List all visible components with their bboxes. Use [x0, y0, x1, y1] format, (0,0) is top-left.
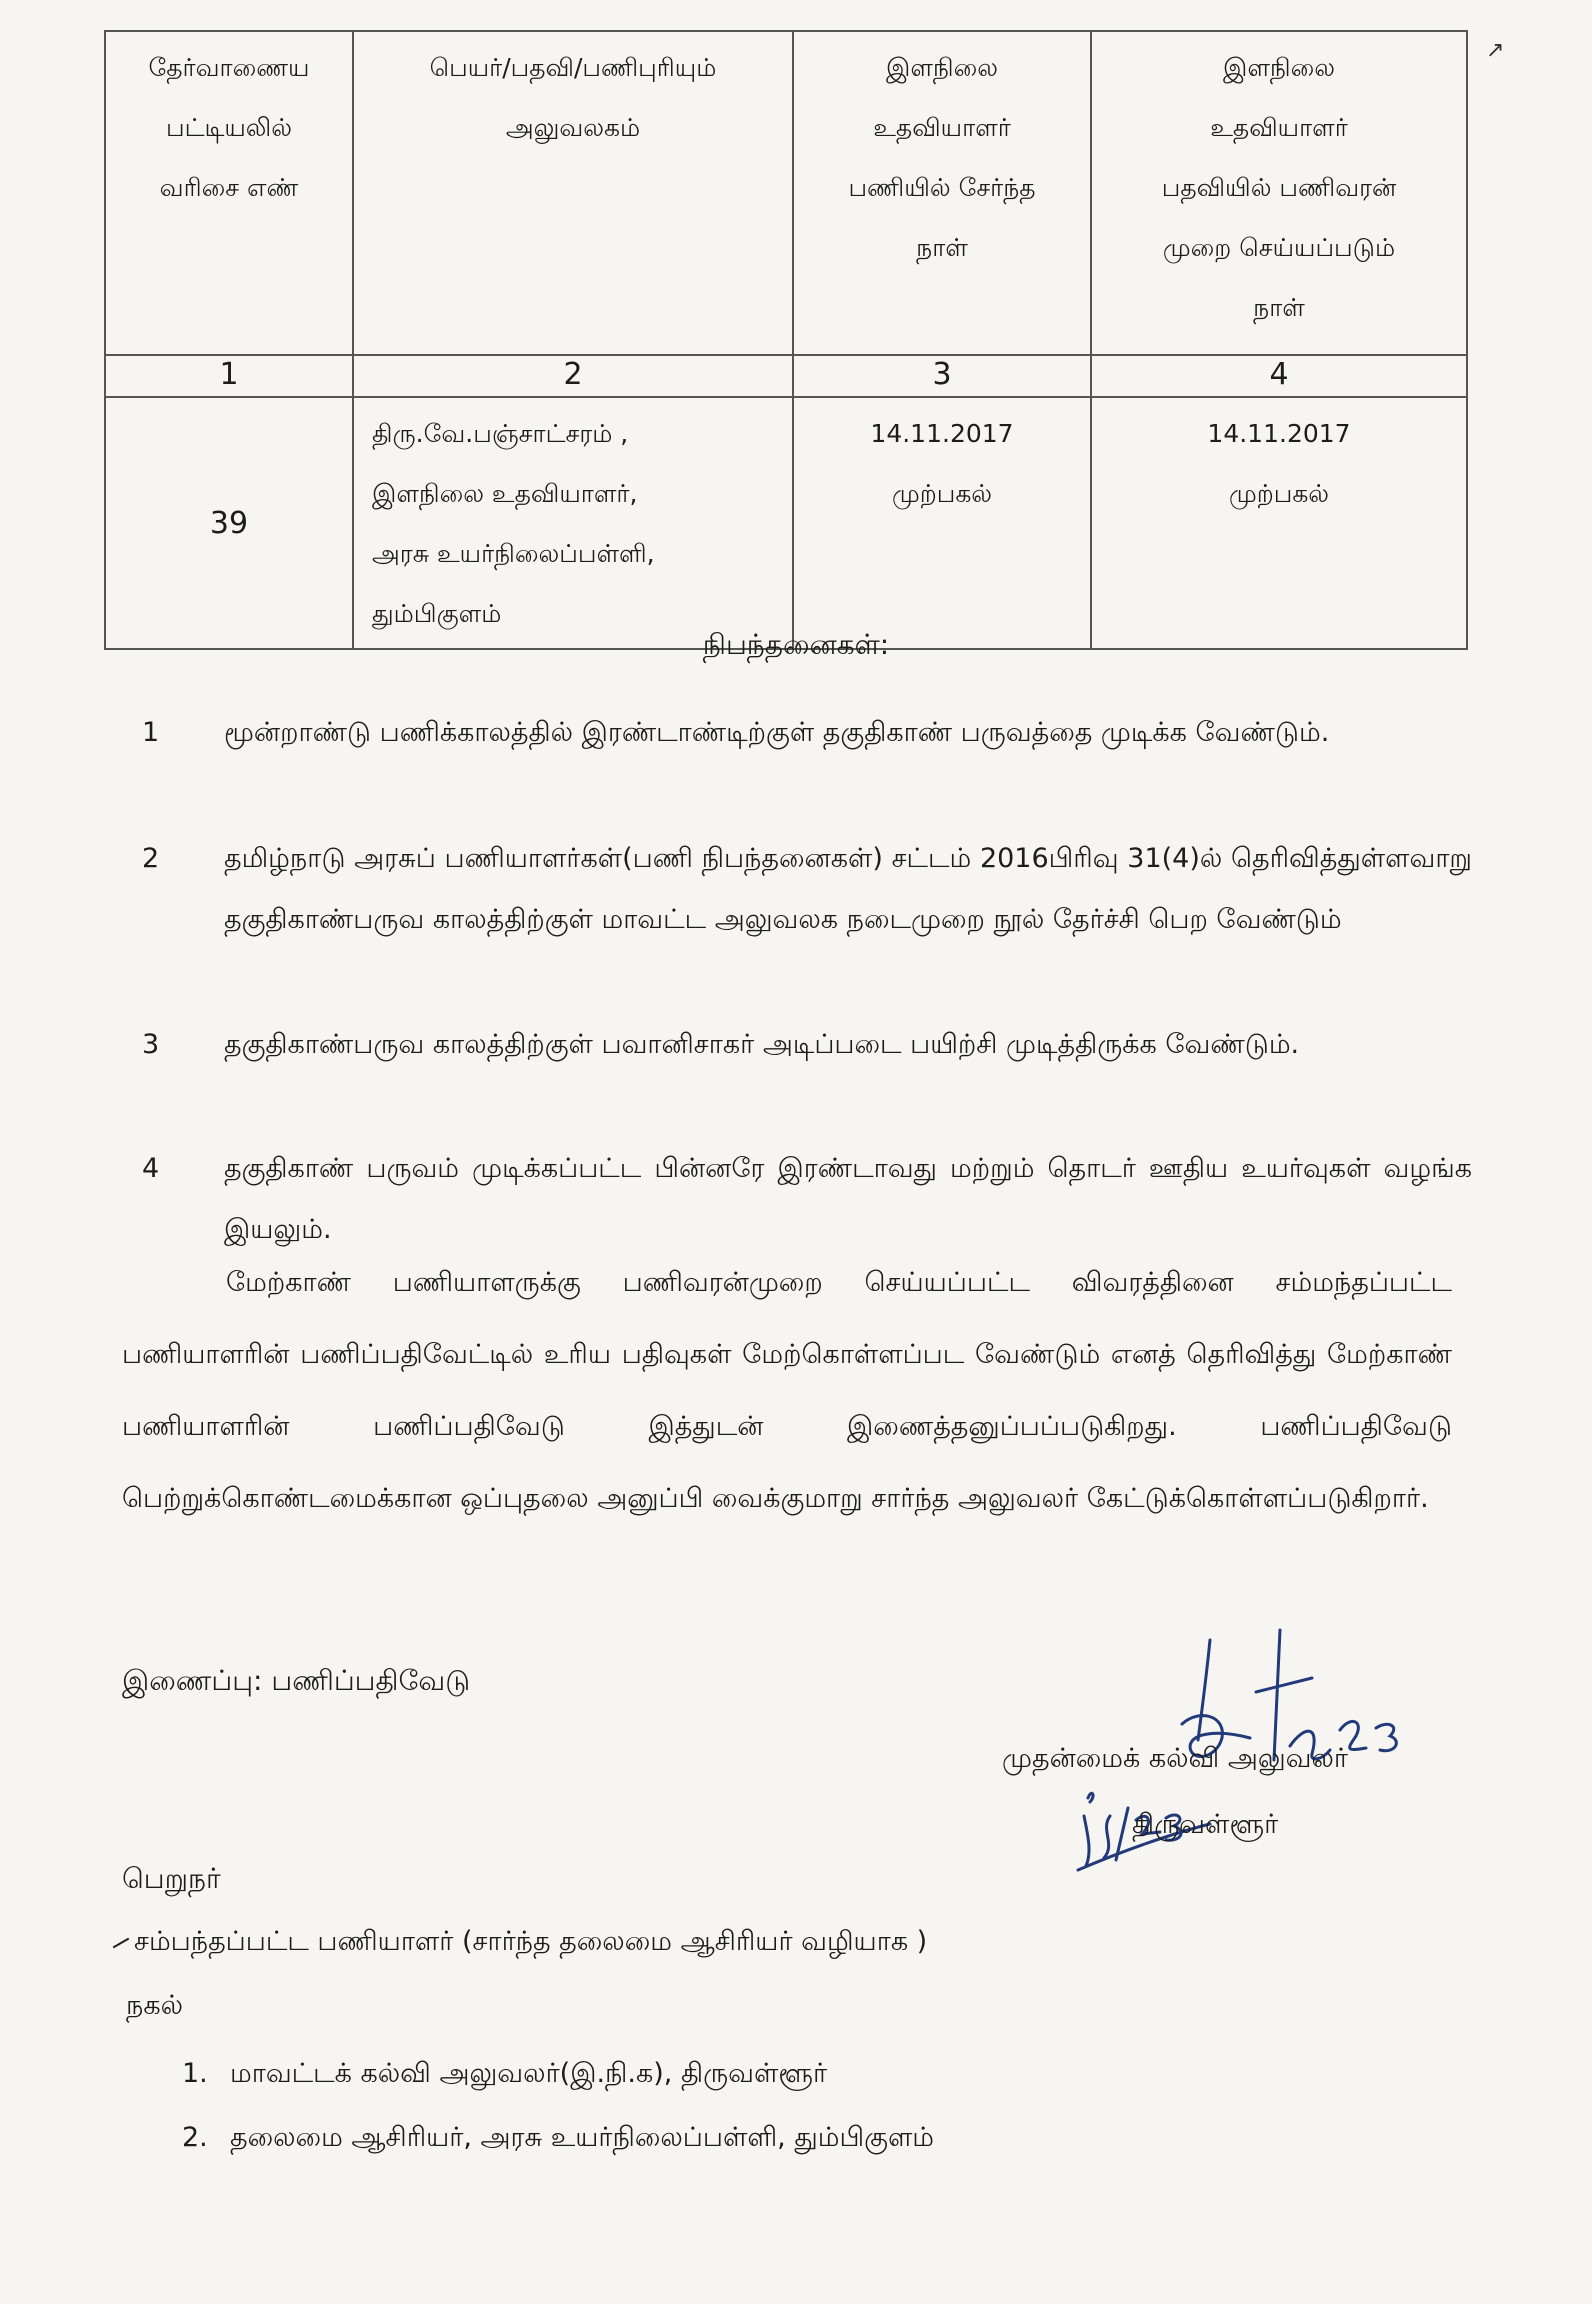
joining-date-cell: 14.11.2017 முற்பகல்	[793, 397, 1091, 649]
regularisation-date-cell: 14.11.2017 முற்பகல்	[1091, 397, 1467, 649]
regularisation-table	[104, 30, 1466, 650]
condition-text: தகுதிகாண்பருவ காலத்திற்குள் பவானிசாகர் அடிப்படை பயிற்சி முடித்திருக்க வேண்டும்.	[224, 1029, 1300, 1060]
copy-item-text: தலைமை ஆசிரியர், அரசு உயர்நிலைப்பள்ளி, தும்பிகுளம்	[230, 2122, 935, 2153]
copy-item-text: மாவட்டக் கல்வி அலுவலர்(இ.நி.க), திருவள்ளூர்	[230, 2058, 828, 2089]
copy-heading: நகல்	[126, 1990, 184, 2021]
condition-item	[142, 702, 1472, 763]
copy-item-number: 2.	[182, 2122, 208, 2153]
condition-number: 4	[142, 1153, 160, 1184]
condition-text: தமிழ்நாடு அரசுப் பணியாளர்கள்(பணி நிபந்தனைகள்) சட்டம் 2016பிரிவு 31(4)ல் தெரிவித்துள்ளவாறு தகுதிகாண்பருவ காலத்திற்குள் மாவட்ட அலுவலக நடைமுறை நூல் தேர்ச்சி பெற வேண்டும்	[224, 843, 1472, 935]
condition-number: 3	[142, 1029, 160, 1060]
recipient-line	[112, 1926, 927, 1961]
condition-item	[142, 828, 1472, 950]
condition-item	[142, 1014, 1472, 1075]
copy-item	[182, 2122, 934, 2157]
column-number: 4	[1091, 355, 1467, 397]
condition-number: 1	[142, 717, 160, 748]
header-cell: இளநிலை உதவியாளர் பதவியில் பணிவரன் முறை செய்யப்படும் நாள்	[1091, 31, 1467, 355]
table-row	[105, 397, 1467, 649]
serial-number-cell: 39	[105, 397, 353, 649]
signatory-office: திருவள்ளூர்	[1132, 1809, 1279, 1840]
table-header-row	[105, 31, 1467, 355]
header-cell: இளநிலை உதவியாளர் பணியில் சேர்ந்த நாள்	[793, 31, 1091, 355]
tick-mark-icon	[113, 1937, 130, 1948]
signature-block	[1002, 1726, 1348, 1858]
attachment-line: இணைப்பு: பணிப்பதிவேடு	[122, 1664, 471, 1697]
conditions-heading: நிபந்தனைகள்:	[702, 628, 890, 661]
copy-item-number: 1.	[182, 2058, 208, 2089]
column-number: 1	[105, 355, 353, 397]
condition-number: 2	[142, 843, 160, 874]
column-number: 2	[353, 355, 793, 397]
name-designation-cell: திரு.வே.பஞ்சாட்சரம் , இளநிலை உதவியாளர், அரசு உயர்நிலைப்பள்ளி, தும்பிகுளம்	[353, 397, 793, 649]
column-number: 3	[793, 355, 1091, 397]
copy-item	[182, 2058, 827, 2093]
condition-item	[142, 1138, 1472, 1260]
header-cell: தேர்வாணைய பட்டியலில் வரிசை எண்	[105, 31, 353, 355]
column-number-row	[105, 355, 1467, 397]
condition-text: தகுதிகாண் பருவம் முடிக்கப்பட்ட பின்னரே இரண்டாவது மற்றும் தொடர் ஊதிய உயர்வுகள் வழங்க இயலும்.	[224, 1153, 1472, 1245]
instruction-paragraph: மேற்காண் பணியாளருக்கு பணிவரன்முறை செய்யப்பட்ட விவரத்தினை சம்மந்தப்பட்ட பணியாளரின் பணிப்பதிவேட்டில் உரிய பதிவுகள் மேற்கொள்ளப்பட வேண்டும் எனத் தெரிவித்து மேற்காண் பணியாளரின் பணிப்பதிவேடு இத்துடன் இணைத்தனுப்பப்படுகிறது. பணிப்பதிவேடு பெற்றுக்கொண்டமைக்கான ஒப்புதலை அனுப்பி வைக்குமாறு சார்ந்த அலுவலர் கேட்டுக்கொள்ளப்படுகிறார்.	[122, 1267, 1452, 1514]
recipient-heading: பெறுநர்	[122, 1862, 221, 1895]
signatory-designation: முதன்மைக் கல்வி அலுவலர்	[1002, 1743, 1349, 1774]
condition-text: மூன்றாண்டு பணிக்காலத்தில் இரண்டாண்டிற்குள் தகுதிகாண் பருவத்தை முடிக்க வேண்டும்.	[224, 717, 1330, 748]
pen-mark: ↗	[1486, 38, 1505, 63]
header-cell: பெயர்/பதவி/பணிபுரியும் அலுவலகம்	[353, 31, 793, 355]
recipient-text: சம்பந்தப்பட்ட பணியாளர் (சார்ந்த தலைமை ஆசிரியர் வழியாக )	[134, 1926, 928, 1957]
